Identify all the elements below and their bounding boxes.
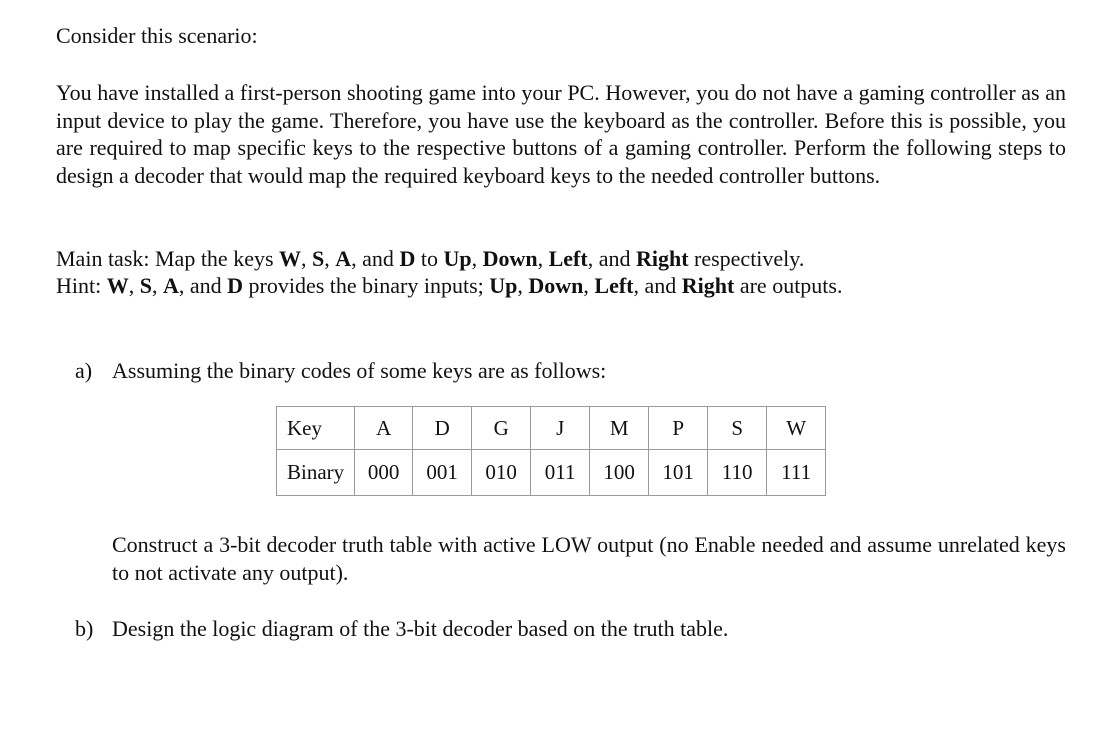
- task-key-w: W: [279, 246, 302, 271]
- part-a-text: Assuming the binary codes of some keys are as follows:: [112, 358, 607, 383]
- hint-out-up: Up: [489, 273, 518, 298]
- hint-sep: ,: [128, 273, 140, 298]
- key-cell: A: [355, 407, 413, 450]
- hint-key-d: D: [227, 273, 244, 298]
- hint-key-s: S: [139, 273, 152, 298]
- task-out-right: Right: [635, 246, 689, 271]
- hint-line: [56, 272, 843, 300]
- hint-suffix: are outputs.: [734, 273, 843, 298]
- task-sep: ,: [301, 246, 313, 271]
- key-cell: S: [708, 407, 767, 450]
- key-cell: M: [590, 407, 649, 450]
- key-cell: P: [649, 407, 708, 450]
- part-b-label: b): [75, 616, 94, 641]
- construct-instruction: Construct a 3-bit decoder truth table with active LOW output (no Enable needed and assume unrelated keys to not activate any output).: [112, 532, 1066, 585]
- task-out-left: Left: [548, 246, 588, 271]
- binary-cell: 000: [355, 450, 413, 496]
- hint-prefix: Hint:: [56, 273, 107, 298]
- key-cell: W: [767, 407, 826, 450]
- task-prefix: Main task: Map the keys: [56, 246, 280, 271]
- binary-cell: 111: [767, 450, 826, 496]
- hint-sep: ,: [517, 273, 529, 298]
- task-out-down: Down: [482, 246, 538, 271]
- part-a-label: a): [75, 358, 93, 383]
- task-out-up: Up: [443, 246, 472, 271]
- hint-key-w: W: [106, 273, 129, 298]
- key-cell: J: [531, 407, 590, 450]
- task-suffix: respectively.: [688, 246, 805, 271]
- binary-cell: 101: [649, 450, 708, 496]
- binary-code-table: [276, 406, 826, 496]
- intro-line: Consider this scenario:: [56, 23, 258, 48]
- table-row-binary: [277, 450, 826, 496]
- task-sep: ,: [471, 246, 483, 271]
- task-sep: , and: [351, 246, 400, 271]
- key-cell: D: [413, 407, 472, 450]
- table-row-keys: [277, 407, 826, 450]
- binary-cell: 110: [708, 450, 767, 496]
- task-sep: , and: [587, 246, 636, 271]
- part-b-text: Design the logic diagram of the 3-bit decoder based on the truth table.: [112, 616, 729, 641]
- binary-cell: 100: [590, 450, 649, 496]
- hint-sep: ,: [583, 273, 595, 298]
- binary-cell: 001: [413, 450, 472, 496]
- hint-sep: , and: [633, 273, 682, 298]
- binary-header-cell: Binary: [277, 450, 355, 496]
- task-key-s: S: [312, 246, 325, 271]
- scenario-paragraph: You have installed a first-person shooting game into your PC. However, you do not have a gaming controller as an input device to play the game. Therefore, you have use the keyboard as the controller. Before this is possible, you are required to map specific keys to the respective buttons of a gaming controller. Perform the following steps to design a decoder that would map the required keyboard keys to the needed controller buttons.: [56, 80, 1066, 188]
- task-key-a: A: [335, 246, 352, 271]
- hint-out-left: Left: [594, 273, 634, 298]
- task-sep: ,: [537, 246, 549, 271]
- task-sep: ,: [324, 246, 336, 271]
- key-cell: G: [472, 407, 531, 450]
- binary-cell: 010: [472, 450, 531, 496]
- hint-sep: , and: [178, 273, 228, 298]
- task-mid: to: [415, 246, 444, 271]
- key-header-cell: Key: [277, 407, 355, 450]
- hint-mid: provides the binary inputs;: [243, 273, 490, 298]
- hint-out-down: Down: [528, 273, 584, 298]
- binary-cell: 011: [531, 450, 590, 496]
- main-task-line: [56, 245, 804, 273]
- hint-key-a: A: [162, 273, 179, 298]
- hint-out-right: Right: [681, 273, 735, 298]
- hint-sep: ,: [151, 273, 163, 298]
- task-key-d: D: [399, 246, 416, 271]
